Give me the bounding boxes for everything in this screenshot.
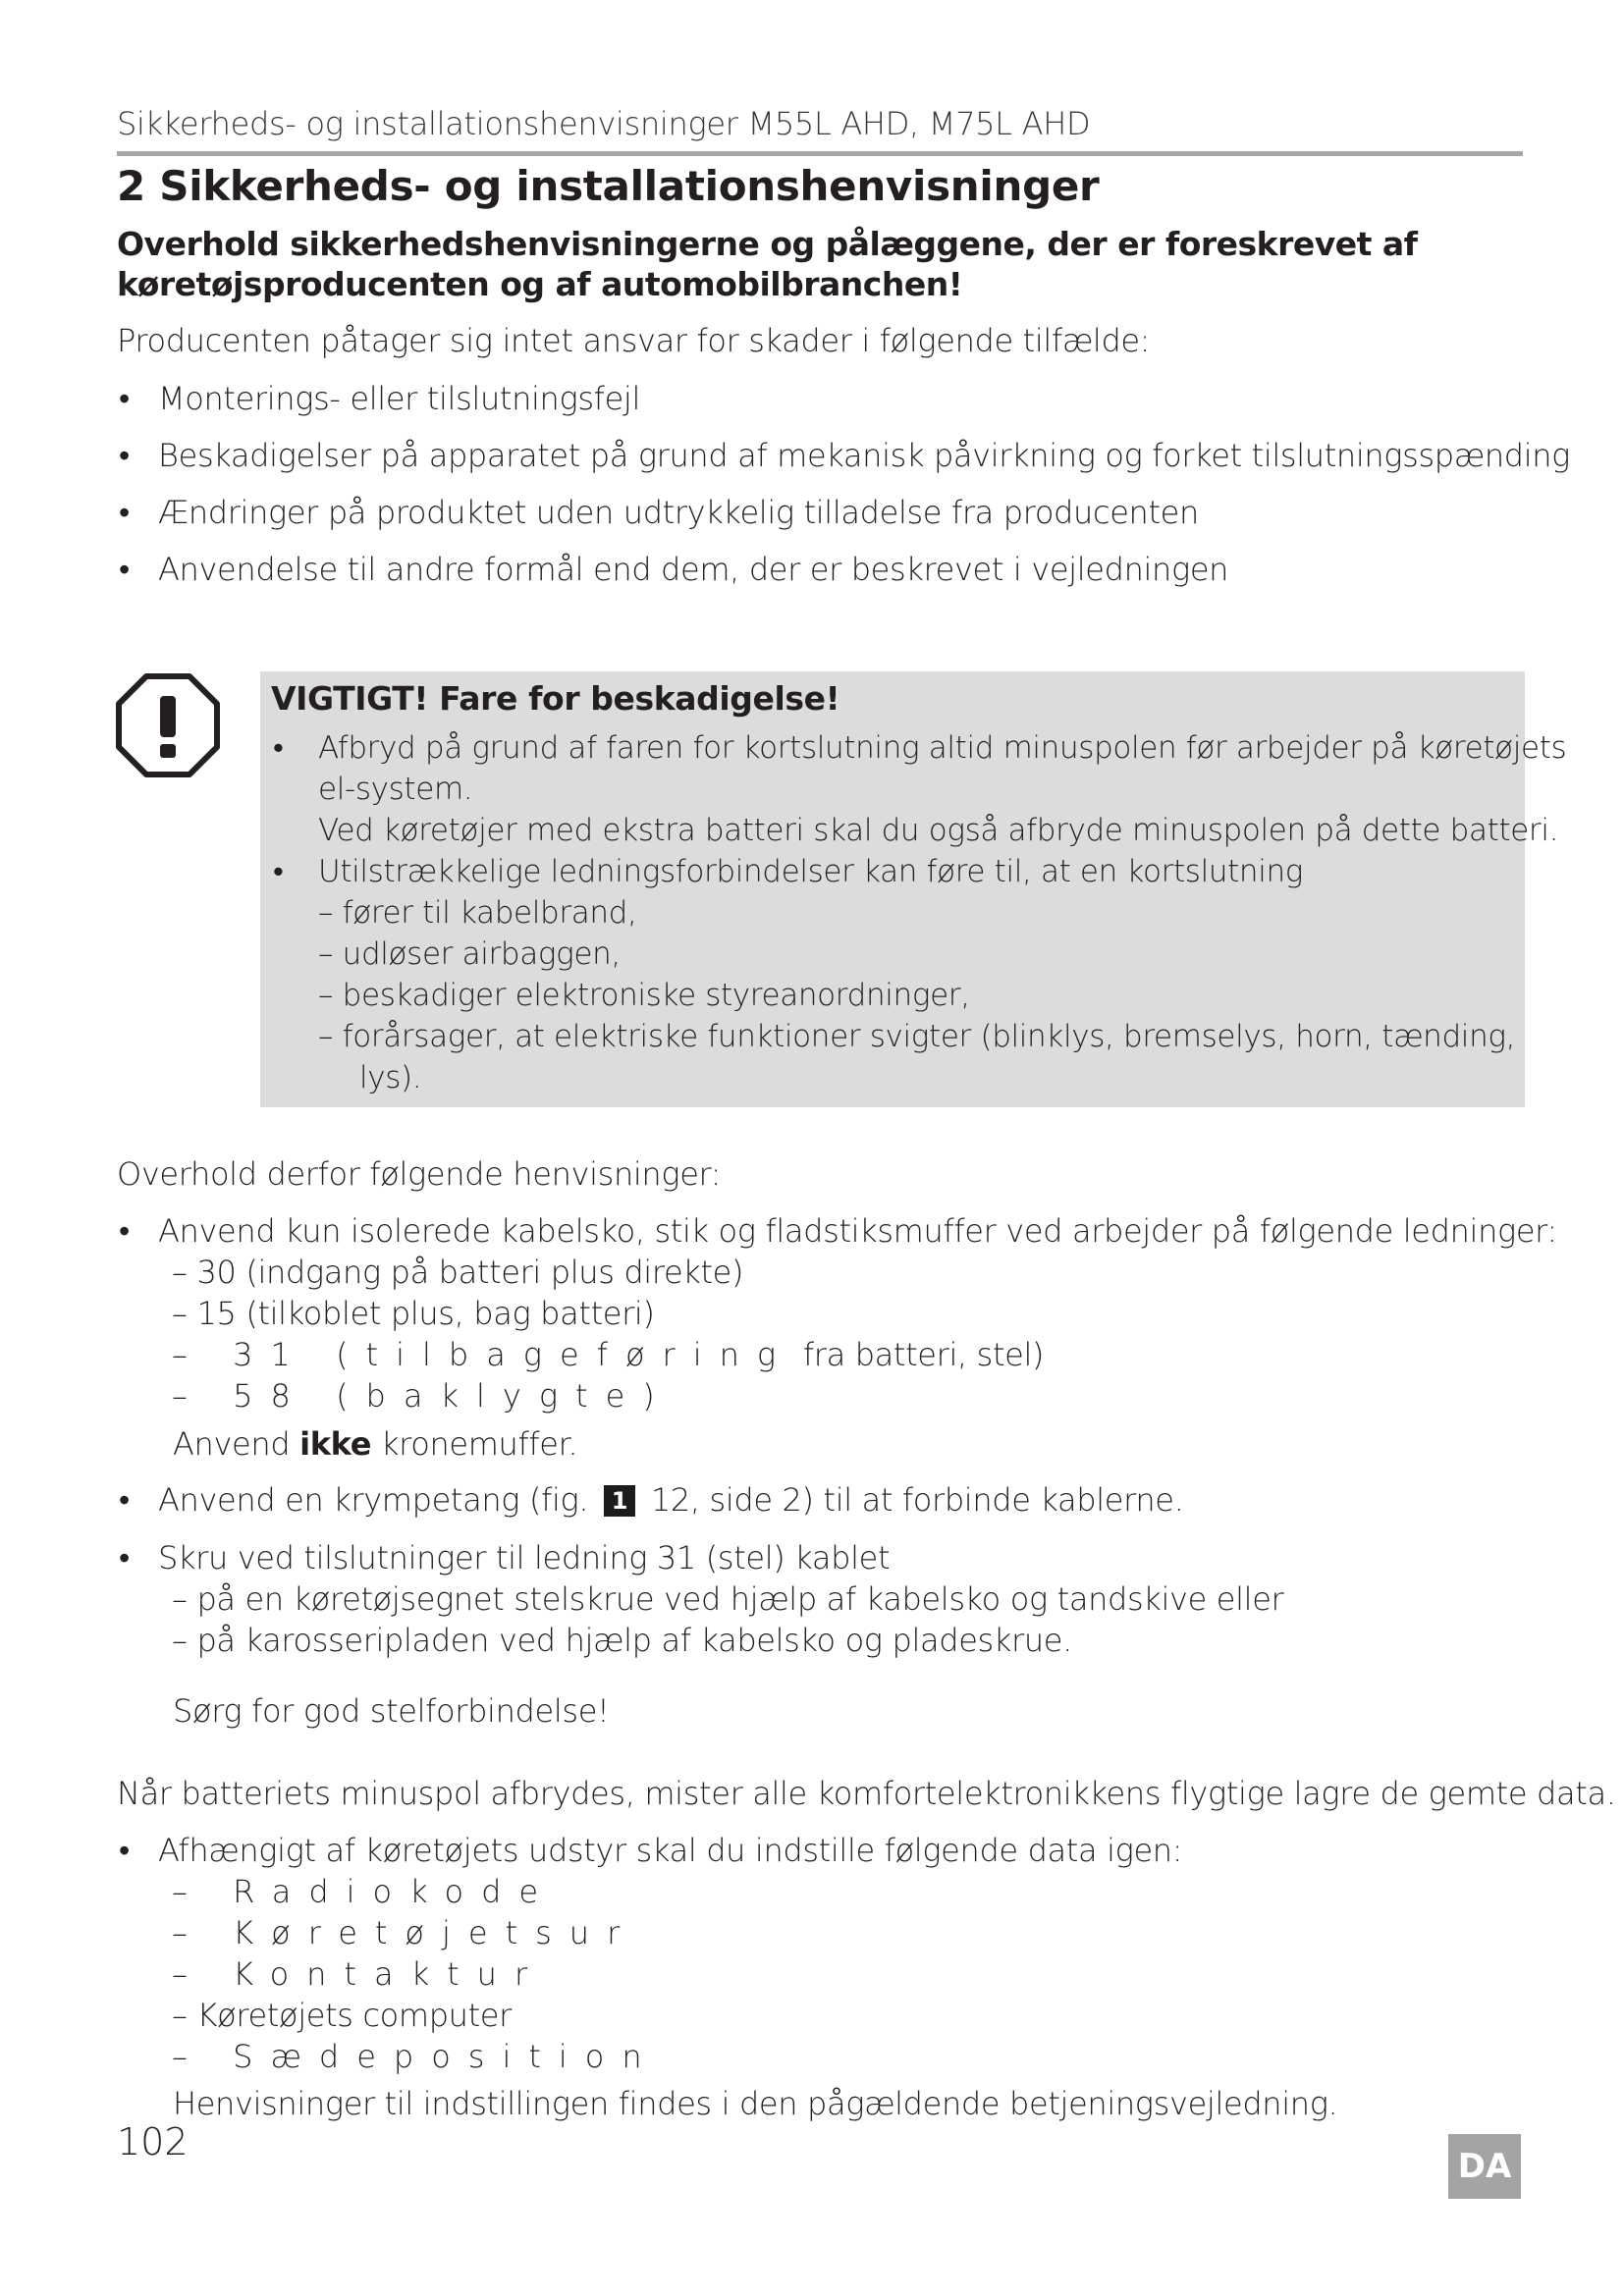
bullet: • <box>119 380 131 417</box>
list-item-text: Ændringer på produktet uden udtrykkelig tilladelse fra producenten <box>158 494 1199 531</box>
warning-line: – fører til kabelbrand, <box>318 895 637 931</box>
instructions-intro: Overhold derfor følgende henvisninger: <box>117 1155 722 1193</box>
list-item-text: Monterings- eller tilslutningsfejl <box>158 380 640 417</box>
warning-bullet: • <box>273 730 284 766</box>
warning-line: Afbryd på grund af faren for kortslutning altid minuspolen før arbejder på køretøjets <box>318 730 1567 766</box>
warning-line: – udløser airbaggen, <box>318 936 621 972</box>
battery-intro: Når batteriets minuspol afbrydes, mister alle komfortelektronikkens flygtige lagre de gemte data. <box>117 1775 1616 1812</box>
page-number: 102 <box>117 2120 189 2163</box>
list-item-text: Anvendelse til andre formål end dem, der er beskrevet i vejledningen <box>158 551 1229 588</box>
sub-item <box>172 1334 1571 1375</box>
exclamation-octagon-icon <box>115 672 221 778</box>
note-emphasis: ikke <box>299 1425 372 1463</box>
intro-bold-paragraph <box>117 224 1521 304</box>
sub-item-spaced: – 31 (tilbageføring <box>172 1336 794 1373</box>
list-item-body <box>158 1210 1557 1416</box>
warning-line: – forårsager, at elektriske funktioner svigter (blinklys, bremselys, horn, tænding, <box>318 1019 1516 1054</box>
bullet: • <box>119 1539 131 1576</box>
note <box>173 1423 577 1465</box>
warning-line: lys). <box>359 1060 422 1095</box>
sub-item: – Køretøjets computer <box>172 1997 512 2034</box>
sub-item: – Sædeposition <box>172 2038 660 2075</box>
warning-bullet: • <box>273 854 284 889</box>
warning-line: – beskadiger elektroniske styreanordninger, <box>318 978 970 1013</box>
text-suffix: 12, side 2) til at forbinde kablerne. <box>650 1481 1184 1519</box>
running-header: Sikkerheds- og installationshenvisninger M55L AHD, M75L AHD <box>117 105 1091 142</box>
sub-item-rest: fra batteri, stel) <box>802 1336 1045 1373</box>
note: Henvisninger til indstillingen findes i den pågældende betjeningsvejledning. <box>173 2085 1338 2122</box>
bullet: • <box>119 1212 131 1250</box>
intro-bold-line-2: køretøjsproducenten og af automobilbranchen! <box>117 265 963 303</box>
sub-item: – 58 (baklygte) <box>172 1377 673 1415</box>
list-item-body <box>158 1537 1284 1661</box>
warning-line: Utilstrækkelige ledningsforbindelser kan føre til, at en kortslutning <box>318 854 1304 889</box>
warning-line: el-system. <box>318 772 473 807</box>
liability-intro: Producenten påtager sig intet ansvar for skader i følgende tilfælde: <box>117 322 1151 359</box>
list-item-text: Anvend kun isolerede kabelsko, stik og fladstiksmuffer ved arbejder på følgende ledninger: <box>158 1212 1557 1250</box>
note-suffix: kronemuffer. <box>380 1425 578 1463</box>
list-item-body <box>158 1830 1182 2077</box>
list-item-text: Afhængigt af køretøjets udstyr skal du indstille følgende data igen: <box>158 1832 1183 1869</box>
bullet: • <box>119 494 131 531</box>
list-item-text: Skru ved tilslutninger til ledning 31 (stel) kablet <box>158 1539 891 1576</box>
bullet: • <box>119 437 131 474</box>
section-title: 2 Sikkerheds- og installationshenvisninger <box>117 162 1100 210</box>
sub-item: – på karosseripladen ved hjælp af kabelsko og pladeskrue. <box>172 1622 1072 1659</box>
language-badge: DA <box>1448 2134 1521 2199</box>
warning-line: Ved køretøjer med ekstra batteri skal du også afbryde minuspolen på dette batteri. <box>318 813 1559 848</box>
header-rule <box>117 151 1523 156</box>
text-prefix: Anvend en krympetang (fig. <box>158 1481 589 1519</box>
figure-badge: 1 <box>604 1485 635 1517</box>
bullet: • <box>119 551 131 588</box>
list-item-text: Beskadigelser på apparatet på grund af mekanisk påvirkning og forket tilslutningsspænding <box>158 437 1571 474</box>
sub-item: – Radiokode <box>172 1873 557 1910</box>
bullet: • <box>119 1832 131 1869</box>
intro-bold-line-1: Overhold sikkerhedshenvisningerne og pålæggene, der er foreskrevet af <box>117 225 1418 263</box>
sub-item: – Kontaktur <box>172 1955 546 1993</box>
bullet: • <box>119 1481 131 1519</box>
sub-item: – på en køretøjsegnet stelskrue ved hjælp af kabelsko og tandskive eller <box>172 1580 1284 1618</box>
sub-item: – Køretøjetsur <box>172 1914 638 1951</box>
note-prefix: Anvend <box>173 1425 291 1463</box>
sub-item: – 30 (indgang på batteri plus direkte) <box>172 1254 744 1291</box>
warning-title: VIGTIGT! Fare for beskadigelse! <box>271 679 840 718</box>
note: Sørg for god stelforbindelse! <box>173 1692 610 1730</box>
sub-item: – 15 (tilkoblet plus, bag batteri) <box>172 1295 655 1332</box>
list-item-text <box>158 1479 1183 1521</box>
